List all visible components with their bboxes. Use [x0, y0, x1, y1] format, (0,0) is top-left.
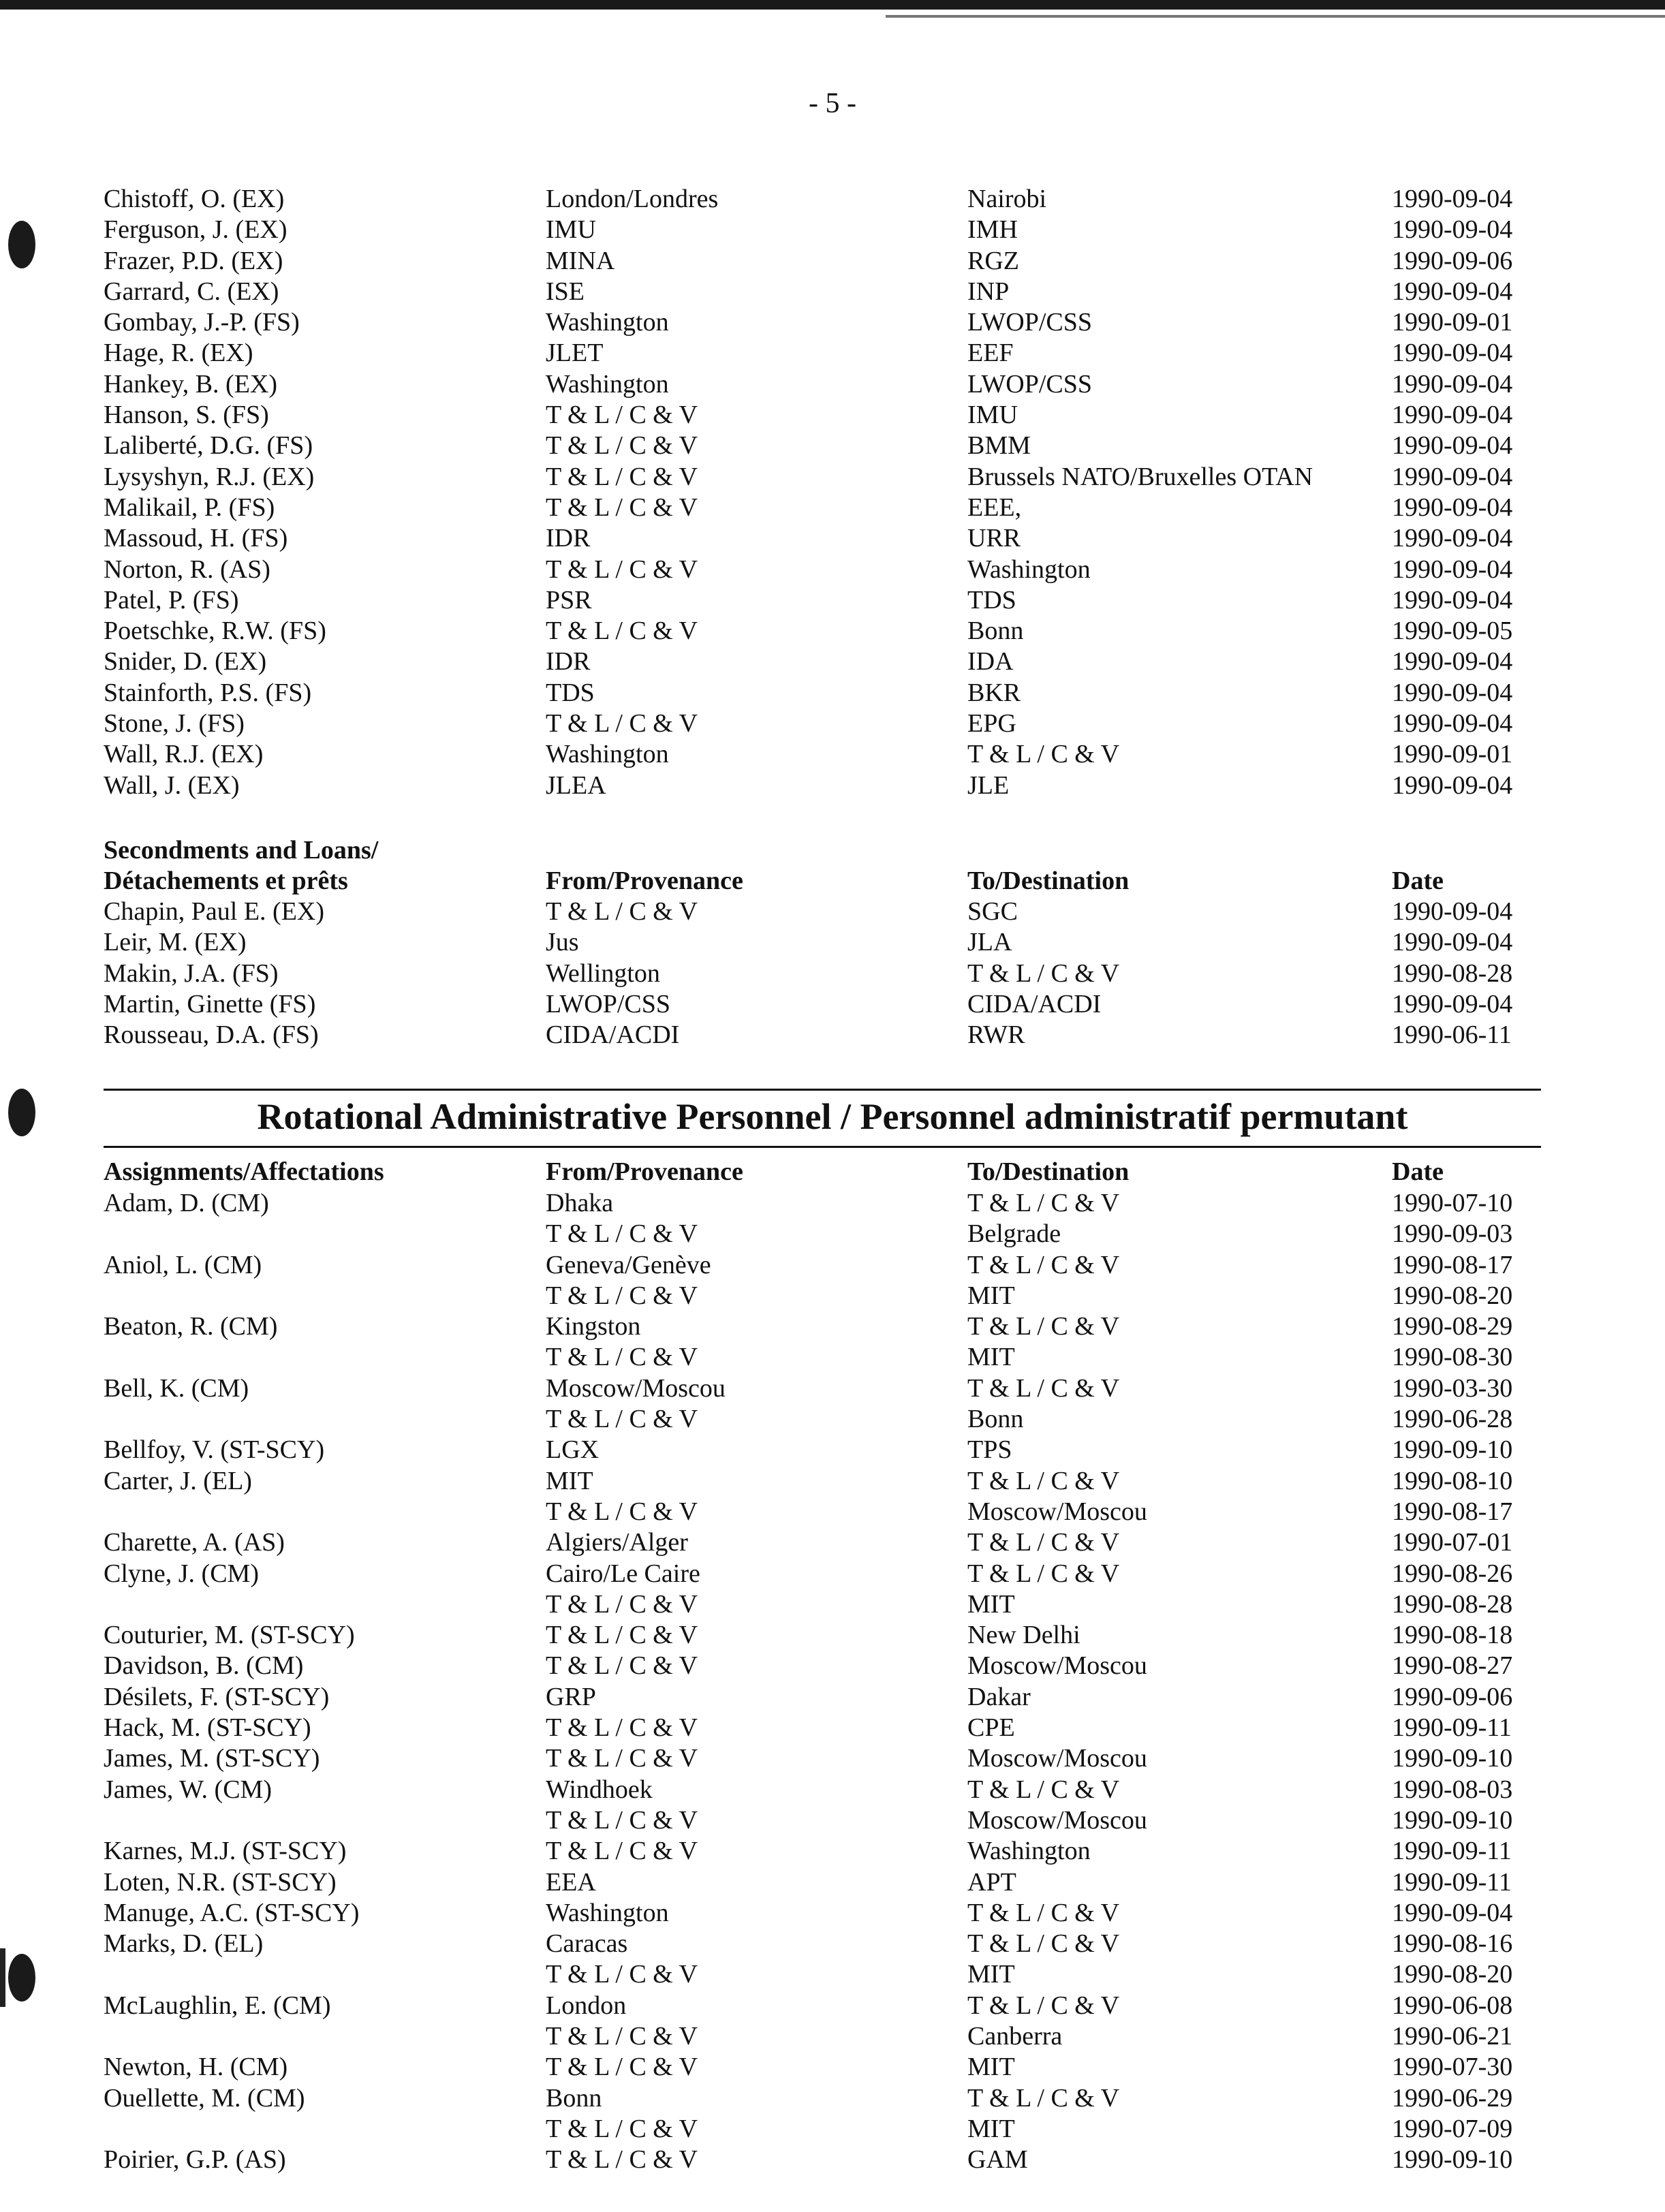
- to-destination: MIT: [967, 1589, 1015, 1619]
- from-location: JLEA: [546, 770, 606, 800]
- from-location: Algiers/Alger: [546, 1528, 688, 1557]
- date: 1990-09-01: [1392, 740, 1513, 769]
- date: 1990-08-17: [1392, 1497, 1513, 1526]
- from-location: T & L / C & V: [546, 462, 698, 491]
- to-destination: LWOP/CSS: [967, 369, 1093, 399]
- from-location: T & L / C & V: [546, 2145, 698, 2175]
- person-name: Adam, D. (CM): [104, 1189, 269, 1217]
- from-location: IDR: [546, 647, 591, 676]
- person-name: Poetschke, R.W. (FS): [104, 617, 326, 646]
- person-name: Newton, H. (CM): [104, 2053, 288, 2082]
- table-row: [0, 431, 1665, 461]
- table-row: [0, 2083, 1665, 2114]
- to-destination: T & L / C & V: [967, 1250, 1120, 1279]
- table-row: [0, 1898, 1665, 1929]
- date: 1990-07-01: [1392, 1528, 1513, 1557]
- to-destination: Bonn: [967, 617, 1024, 646]
- table-row: [0, 959, 1665, 989]
- date: 1990-08-30: [1392, 1343, 1513, 1372]
- col-from-header: From/Provenance: [546, 867, 743, 896]
- person-name: Martin, Ginette (FS): [104, 989, 316, 1018]
- to-destination: T & L / C & V: [967, 1189, 1120, 1217]
- table-row: [0, 523, 1665, 554]
- date: 1990-09-04: [1392, 493, 1513, 522]
- date: 1990-08-29: [1392, 1312, 1513, 1341]
- to-destination: Washington: [967, 555, 1091, 584]
- person-name: Stainforth, P.S. (FS): [104, 678, 312, 707]
- from-location: Jus: [546, 928, 579, 957]
- date: 1990-09-04: [1392, 647, 1513, 676]
- date: 1990-06-11: [1392, 1021, 1512, 1050]
- to-destination: IDA: [967, 647, 1014, 676]
- table-row: [0, 1991, 1665, 2021]
- to-destination: Moscow/Moscou: [967, 1651, 1147, 1681]
- table-row: [0, 369, 1665, 400]
- from-location: ISE: [546, 277, 585, 306]
- table-row: [0, 1250, 1665, 1281]
- date: 1990-07-10: [1392, 1189, 1513, 1217]
- to-destination: SGC: [967, 897, 1018, 926]
- page-number: - 5 -: [809, 88, 856, 119]
- to-destination: Moscow/Moscou: [967, 1805, 1147, 1835]
- table-row: [0, 246, 1665, 277]
- table-row: [0, 1342, 1665, 1373]
- to-destination: MIT: [967, 1960, 1015, 1989]
- person-name: Laliberté, D.G. (FS): [104, 431, 313, 461]
- from-location: T & L / C & V: [546, 1621, 698, 1650]
- person-name: Hankey, B. (EX): [104, 369, 278, 399]
- from-location: T & L / C & V: [546, 1805, 698, 1835]
- to-destination: APT: [967, 1867, 1016, 1897]
- date: 1990-09-04: [1392, 989, 1513, 1018]
- table-row: [0, 1311, 1665, 1342]
- from-location: T & L / C & V: [546, 1219, 698, 1249]
- to-destination: Moscow/Moscou: [967, 1497, 1147, 1526]
- table-row: [0, 1404, 1665, 1435]
- person-name: Makin, J.A. (FS): [104, 959, 279, 988]
- date: 1990-09-04: [1392, 678, 1513, 707]
- person-name: Rousseau, D.A. (FS): [104, 1021, 319, 1050]
- date: 1990-09-04: [1392, 462, 1513, 491]
- secondments-table: [0, 897, 1665, 1050]
- date: 1990-08-20: [1392, 1960, 1513, 1989]
- table-row: [0, 493, 1665, 523]
- to-destination: Dakar: [967, 1682, 1031, 1711]
- table-row: [0, 1559, 1665, 1589]
- from-location: MINA: [546, 246, 615, 275]
- from-location: T & L / C & V: [546, 1281, 698, 1310]
- table-row: [0, 1281, 1665, 1311]
- to-destination: RWR: [967, 1021, 1025, 1050]
- table-row: [0, 1466, 1665, 1497]
- table-row: [0, 927, 1665, 958]
- table-row: [0, 585, 1665, 616]
- table-row: [0, 1867, 1665, 1898]
- to-destination: INP: [967, 277, 1010, 306]
- to-destination: T & L / C & V: [967, 1312, 1120, 1341]
- date: 1990-09-04: [1392, 185, 1513, 213]
- from-location: Washington: [546, 1898, 669, 1927]
- date: 1990-09-05: [1392, 617, 1513, 646]
- table-row: [0, 1929, 1665, 1959]
- date: 1990-09-10: [1392, 1805, 1513, 1835]
- table-row: [0, 739, 1665, 770]
- from-location: PSR: [546, 585, 592, 614]
- from-location: T & L / C & V: [546, 401, 698, 430]
- to-destination: TPS: [967, 1435, 1012, 1465]
- from-location: Wellington: [546, 959, 660, 988]
- to-destination: LWOP/CSS: [967, 308, 1093, 337]
- person-name: James, M. (ST-SCY): [104, 1744, 320, 1773]
- person-name: Wall, R.J. (EX): [104, 740, 264, 769]
- from-location: GRP: [546, 1682, 596, 1711]
- date: 1990-08-18: [1392, 1621, 1513, 1650]
- from-location: T & L / C & V: [546, 2114, 698, 2143]
- person-name: Lysyshyn, R.J. (EX): [104, 462, 315, 491]
- person-name: Frazer, P.D. (EX): [104, 246, 283, 275]
- date: 1990-08-17: [1392, 1250, 1513, 1279]
- from-location: T & L / C & V: [546, 1744, 698, 1773]
- from-location: MIT: [546, 1466, 593, 1495]
- to-destination: MIT: [967, 1281, 1015, 1310]
- date: 1990-09-04: [1392, 431, 1513, 461]
- from-location: LWOP/CSS: [546, 989, 671, 1018]
- to-destination: JLA: [967, 928, 1012, 957]
- to-destination: EEF: [967, 339, 1014, 368]
- date: 1990-09-04: [1392, 928, 1513, 957]
- to-destination: MIT: [967, 2114, 1015, 2143]
- from-location: T & L / C & V: [546, 1589, 698, 1619]
- table-row: [0, 708, 1665, 739]
- person-name: McLaughlin, E. (CM): [104, 1991, 331, 2020]
- from-location: T & L / C & V: [546, 1343, 698, 1372]
- secondments-heading-row-1: [0, 835, 1665, 866]
- rotational-header-row: [0, 1157, 1665, 1187]
- to-destination: Belgrade: [967, 1219, 1061, 1249]
- from-location: T & L / C & V: [546, 1651, 698, 1681]
- table-row: [0, 277, 1665, 307]
- date: 1990-09-04: [1392, 339, 1513, 368]
- to-destination: T & L / C & V: [967, 1559, 1120, 1588]
- from-location: London: [546, 1991, 627, 2020]
- table-row: [0, 1805, 1665, 1836]
- from-location: Cairo/Le Caire: [546, 1559, 700, 1588]
- from-location: T & L / C & V: [546, 709, 698, 738]
- person-name: Malikail, P. (FS): [104, 493, 275, 522]
- secondments-heading-row-2: [0, 866, 1665, 897]
- table-row: [0, 1589, 1665, 1620]
- table-row: [0, 1713, 1665, 1743]
- table-row: [0, 307, 1665, 338]
- date: 1990-08-10: [1392, 1466, 1513, 1495]
- col-date-header: Date: [1392, 1157, 1444, 1186]
- date: 1990-08-27: [1392, 1651, 1513, 1681]
- col-from-header: From/Provenance: [546, 1157, 743, 1186]
- from-location: CIDA/ACDI: [546, 1021, 680, 1050]
- from-location: Bonn: [546, 2083, 602, 2113]
- to-destination: JLE: [967, 770, 1010, 800]
- table-row: [0, 1373, 1665, 1404]
- from-location: Kingston: [546, 1312, 641, 1341]
- from-location: Dhaka: [546, 1189, 614, 1217]
- date: 1990-09-11: [1392, 1837, 1512, 1866]
- to-destination: IMU: [967, 401, 1018, 430]
- to-destination: Washington: [967, 1837, 1091, 1866]
- date: 1990-07-30: [1392, 2053, 1513, 2082]
- person-name: Hanson, S. (FS): [104, 401, 269, 430]
- assignments-table: [0, 184, 1665, 801]
- to-destination: MIT: [967, 2053, 1015, 2082]
- rotational-section-title: Rotational Administrative Personnel / Personnel administratif permutant: [257, 1096, 1408, 1137]
- table-row: [0, 1620, 1665, 1651]
- date: 1990-09-06: [1392, 246, 1513, 275]
- date: 1990-06-28: [1392, 1405, 1513, 1434]
- from-location: T & L / C & V: [546, 1960, 698, 1989]
- table-row: [0, 1435, 1665, 1465]
- col-to-header: To/Destination: [967, 867, 1130, 896]
- person-name: Massoud, H. (FS): [104, 524, 288, 553]
- date: 1990-09-06: [1392, 1682, 1513, 1711]
- table-row: [0, 770, 1665, 801]
- person-name: Désilets, F. (ST-SCY): [104, 1682, 330, 1711]
- date: 1990-09-10: [1392, 2145, 1513, 2175]
- rotational-table: [0, 1188, 1665, 2176]
- person-name: Charette, A. (AS): [104, 1528, 285, 1557]
- person-name: Loten, N.R. (ST-SCY): [104, 1867, 337, 1897]
- from-location: Moscow/Moscou: [546, 1373, 726, 1403]
- to-destination: T & L / C & V: [967, 1991, 1120, 2020]
- person-name: Aniol, L. (CM): [104, 1250, 262, 1279]
- from-location: T & L / C & V: [546, 431, 698, 461]
- person-name: Manuge, A.C. (ST-SCY): [104, 1898, 360, 1927]
- from-location: Washington: [546, 369, 669, 399]
- person-name: Hage, R. (EX): [104, 339, 253, 368]
- from-location: IMU: [546, 215, 596, 245]
- table-row: [0, 338, 1665, 369]
- date: 1990-08-20: [1392, 1281, 1513, 1310]
- col-assign-header: Assignments/Affectations: [104, 1157, 384, 1186]
- table-row: [0, 215, 1665, 245]
- to-destination: T & L / C & V: [967, 1373, 1120, 1403]
- date: 1990-09-04: [1392, 277, 1513, 306]
- date: 1990-09-01: [1392, 308, 1513, 337]
- person-name: Davidson, B. (CM): [104, 1651, 304, 1681]
- from-location: Caracas: [546, 1929, 628, 1959]
- table-row: [0, 1188, 1665, 1219]
- table-row: [0, 1836, 1665, 1867]
- table-row: [0, 462, 1665, 493]
- table-row: [0, 647, 1665, 677]
- to-destination: BKR: [967, 678, 1021, 707]
- to-destination: T & L / C & V: [967, 1528, 1120, 1557]
- date: 1990-08-28: [1392, 959, 1513, 988]
- to-destination: Canberra: [967, 2022, 1063, 2051]
- from-location: T & L / C & V: [546, 2022, 698, 2051]
- person-name: Carter, J. (EL): [104, 1466, 252, 1495]
- from-location: Washington: [546, 308, 669, 337]
- to-destination: T & L / C & V: [967, 2083, 1120, 2113]
- date: 1990-09-04: [1392, 770, 1513, 800]
- date: 1990-09-10: [1392, 1435, 1513, 1465]
- person-name: Couturier, M. (ST-SCY): [104, 1621, 355, 1650]
- to-destination: Brussels NATO/Bruxelles OTAN: [967, 462, 1313, 491]
- to-destination: Nairobi: [967, 185, 1047, 213]
- person-name: Wall, J. (EX): [104, 770, 240, 800]
- to-destination: TDS: [967, 585, 1016, 614]
- table-row: [0, 616, 1665, 647]
- table-row: [0, 1743, 1665, 1774]
- table-row: [0, 897, 1665, 927]
- to-destination: Bonn: [967, 1405, 1024, 1434]
- secondments-header: [0, 835, 1665, 897]
- from-location: Washington: [546, 740, 669, 769]
- table-row: [0, 1219, 1665, 1249]
- to-destination: T & L / C & V: [967, 1466, 1120, 1495]
- date: 1990-09-04: [1392, 369, 1513, 399]
- date: 1990-09-04: [1392, 524, 1513, 553]
- person-name: Beaton, R. (CM): [104, 1312, 278, 1341]
- from-location: EEA: [546, 1867, 596, 1897]
- table-row: [0, 1527, 1665, 1558]
- from-location: T & L / C & V: [546, 555, 698, 584]
- table-row: [0, 2052, 1665, 2083]
- person-name: Garrard, C. (EX): [104, 277, 279, 306]
- table-row: [0, 400, 1665, 431]
- col-date-header: Date: [1392, 867, 1444, 896]
- from-location: London/Londres: [546, 185, 719, 213]
- date: 1990-09-10: [1392, 1744, 1513, 1773]
- secondments-heading-fr: Détachements et prêts: [104, 867, 348, 896]
- from-location: IDR: [546, 524, 591, 553]
- date: 1990-08-03: [1392, 1775, 1513, 1804]
- person-name: Bell, K. (CM): [104, 1373, 249, 1403]
- to-destination: URR: [967, 524, 1021, 553]
- table-row: [0, 1020, 1665, 1050]
- from-location: T & L / C & V: [546, 897, 698, 926]
- to-destination: IMH: [967, 215, 1018, 245]
- table-row: [0, 678, 1665, 708]
- person-name: Poirier, G.P. (AS): [104, 2145, 286, 2175]
- rotational-header: [0, 1157, 1665, 1187]
- from-location: T & L / C & V: [546, 1837, 698, 1866]
- to-destination: T & L / C & V: [967, 740, 1120, 769]
- date: 1990-09-04: [1392, 585, 1513, 614]
- table-row: [0, 1959, 1665, 1990]
- table-row: [0, 1775, 1665, 1805]
- from-location: JLET: [546, 339, 604, 368]
- date: 1990-07-09: [1392, 2114, 1513, 2143]
- person-name: Clyne, J. (CM): [104, 1559, 259, 1588]
- table-row: [0, 555, 1665, 585]
- to-destination: GAM: [967, 2145, 1028, 2175]
- person-name: Karnes, M.J. (ST-SCY): [104, 1837, 347, 1866]
- date: 1990-09-11: [1392, 1713, 1512, 1743]
- date: 1990-06-21: [1392, 2022, 1513, 2051]
- person-name: Snider, D. (EX): [104, 647, 267, 676]
- date: 1990-09-11: [1392, 1867, 1512, 1897]
- person-name: Gombay, J.-P. (FS): [104, 308, 300, 337]
- date: 1990-08-28: [1392, 1589, 1513, 1619]
- person-name: Norton, R. (AS): [104, 555, 270, 584]
- date: 1990-09-03: [1392, 1219, 1513, 1249]
- to-destination: EPG: [967, 709, 1016, 738]
- to-destination: Moscow/Moscou: [967, 1744, 1147, 1773]
- to-destination: BMM: [967, 431, 1031, 461]
- person-name: Chistoff, O. (EX): [104, 185, 285, 213]
- from-location: T & L / C & V: [546, 1405, 698, 1434]
- to-destination: MIT: [967, 1343, 1015, 1372]
- person-name: Hack, M. (ST-SCY): [104, 1713, 311, 1743]
- table-row: [0, 184, 1665, 215]
- to-destination: T & L / C & V: [967, 959, 1120, 988]
- from-location: Windhoek: [546, 1775, 653, 1804]
- section-rule-top: [104, 1089, 1541, 1091]
- from-location: LGX: [546, 1435, 600, 1465]
- to-destination: New Delhi: [967, 1621, 1080, 1650]
- scan-top-border-thin: [886, 15, 1665, 18]
- date: 1990-09-04: [1392, 709, 1513, 738]
- to-destination: T & L / C & V: [967, 1775, 1120, 1804]
- from-location: T & L / C & V: [546, 493, 698, 522]
- person-name: Bellfoy, V. (ST-SCY): [104, 1435, 325, 1465]
- date: 1990-06-29: [1392, 2083, 1513, 2113]
- to-destination: RGZ: [967, 246, 1019, 275]
- date: 1990-08-26: [1392, 1559, 1513, 1588]
- table-row: [0, 989, 1665, 1020]
- secondments-heading: Secondments and Loans/: [104, 836, 379, 864]
- from-location: T & L / C & V: [546, 1497, 698, 1526]
- scan-top-border: [0, 0, 1665, 10]
- person-name: Chapin, Paul E. (EX): [104, 897, 325, 926]
- table-row: [0, 1497, 1665, 1527]
- date: 1990-09-04: [1392, 1898, 1513, 1927]
- table-row: [0, 2145, 1665, 2175]
- person-name: Marks, D. (EL): [104, 1929, 264, 1959]
- date: 1990-09-04: [1392, 215, 1513, 245]
- date: 1990-09-04: [1392, 401, 1513, 430]
- person-name: Leir, M. (EX): [104, 928, 247, 957]
- to-destination: T & L / C & V: [967, 1929, 1120, 1959]
- from-location: T & L / C & V: [546, 617, 698, 646]
- date: 1990-08-16: [1392, 1929, 1513, 1959]
- from-location: Geneva/Genève: [546, 1250, 711, 1279]
- to-destination: EEE,: [967, 493, 1022, 522]
- from-location: TDS: [546, 678, 595, 707]
- date: 1990-09-04: [1392, 555, 1513, 584]
- to-destination: CIDA/ACDI: [967, 989, 1102, 1018]
- col-to-header: To/Destination: [967, 1157, 1130, 1186]
- person-name: Stone, J. (FS): [104, 709, 245, 738]
- person-name: Ferguson, J. (EX): [104, 215, 287, 245]
- to-destination: CPE: [967, 1713, 1015, 1743]
- table-row: [0, 2114, 1665, 2145]
- section-rule-bottom: [104, 1146, 1541, 1148]
- table-row: [0, 2021, 1665, 2052]
- from-location: T & L / C & V: [546, 2053, 698, 2082]
- table-row: [0, 1651, 1665, 1681]
- date: 1990-06-08: [1392, 1991, 1513, 2020]
- to-destination: T & L / C & V: [967, 1898, 1120, 1927]
- date: 1990-03-30: [1392, 1373, 1513, 1403]
- person-name: Patel, P. (FS): [104, 585, 239, 614]
- person-name: Ouellette, M. (CM): [104, 2083, 305, 2113]
- date: 1990-09-04: [1392, 897, 1513, 926]
- person-name: James, W. (CM): [104, 1775, 272, 1804]
- from-location: T & L / C & V: [546, 1713, 698, 1743]
- table-row: [0, 1682, 1665, 1713]
